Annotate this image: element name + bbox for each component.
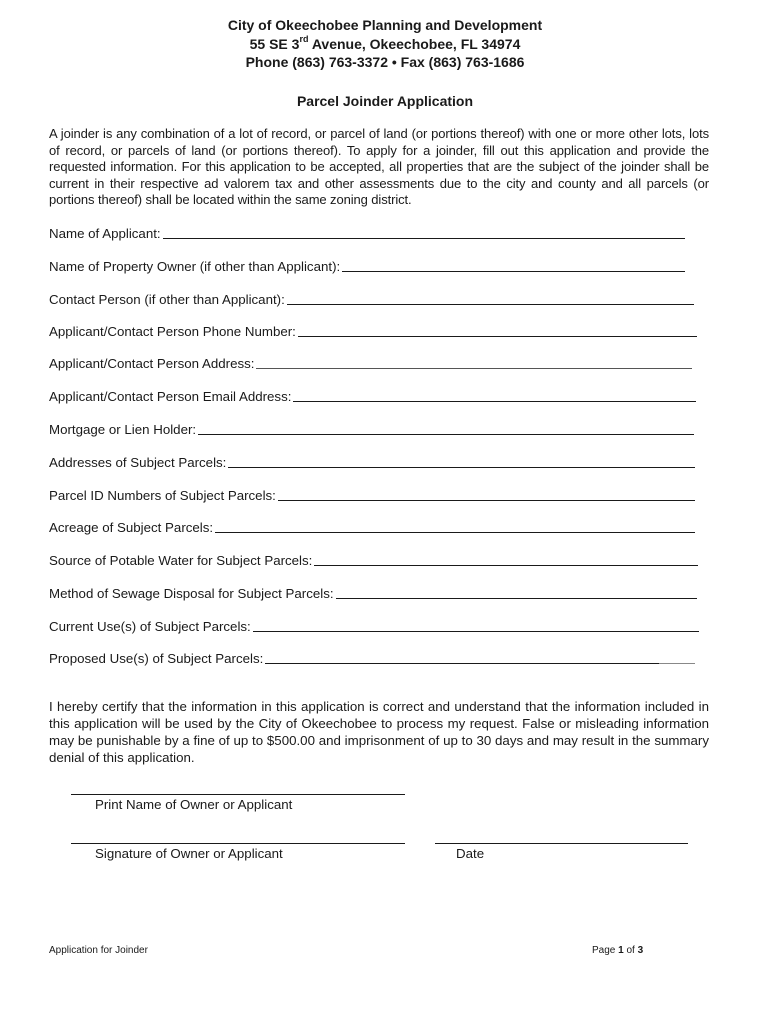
address-number: 55 SE 3 — [249, 35, 300, 52]
applicant-name-input[interactable] — [163, 237, 685, 239]
sewage-disposal-input[interactable] — [336, 597, 697, 599]
address-ordinal-suffix: rd — [299, 33, 309, 44]
field-label: Current Use(s) of Subject Parcels: — [49, 619, 251, 634]
field-label: Name of Applicant: — [49, 226, 161, 241]
signature-label: Signature of Owner or Applicant — [95, 846, 283, 861]
mortgage-holder-input[interactable] — [198, 433, 694, 435]
office-name: City of Okeechobee Planning and Development — [227, 17, 543, 33]
email-input[interactable] — [293, 400, 696, 402]
field-label: Acreage of Subject Parcels: — [49, 520, 214, 535]
page-number — [592, 945, 643, 956]
certification-paragraph: I hereby certify that the information in this application is correct and understand that the information included in this application will be used by the City of Okeechobee to process my request. False or misleading information may be punishable by a fine of up to $500.00 and imprisonment of up to 30 days and may result in the summary denial of this application. — [49, 699, 709, 765]
office-phone-fax: Phone (863) 763-3372 • Fax (863) 763-1686 — [245, 54, 525, 70]
address-rest: Avenue, Okeechobee, FL 34974 — [308, 35, 521, 52]
field-potable-water — [49, 553, 698, 568]
footer-form-name: Application for Joinder — [49, 945, 148, 956]
date-line[interactable] — [435, 843, 688, 844]
print-name-line[interactable] — [71, 794, 405, 795]
property-owner-input[interactable] — [342, 270, 685, 272]
field-proposed-use — [49, 651, 695, 666]
parcel-addresses-input[interactable] — [228, 466, 695, 468]
field-label: Addresses of Subject Parcels: — [49, 455, 227, 470]
field-label: Source of Potable Water for Subject Parcels: — [49, 553, 313, 568]
field-label: Applicant/Contact Person Phone Number: — [49, 324, 296, 339]
field-phone-number — [49, 324, 697, 339]
field-property-owner — [49, 259, 685, 274]
field-email — [49, 389, 696, 404]
field-label: Applicant/Contact Person Email Address: — [49, 389, 292, 404]
field-parcel-ids — [49, 488, 695, 503]
page-prefix: Page — [592, 945, 619, 956]
intro-paragraph: A joinder is any combination of a lot of record, or parcel of land (or portions thereof) with one or more other lots, lots of record, or parcels of land (or portions thereof). To apply for a joinder, fill out this application and provide the requested information. For this application to be accepted, all properties that are the subject of the joinder shall be current in their respective ad valorem tax and other assessments due to the city and county and all parcels (or portions thereof) shall be located within the same zoning district. — [49, 126, 709, 207]
document-title: Parcel Joinder Application — [296, 93, 474, 109]
field-label: Proposed Use(s) of Subject Parcels: — [49, 651, 264, 666]
contact-person-input[interactable] — [287, 303, 694, 305]
current-use-input[interactable] — [253, 630, 699, 632]
office-address — [0, 35, 770, 54]
field-mortgage-holder — [49, 422, 694, 437]
field-label: Contact Person (if other than Applicant): — [49, 292, 285, 307]
field-parcel-addresses — [49, 455, 695, 470]
field-label: Parcel ID Numbers of Subject Parcels: — [49, 488, 276, 503]
acreage-input[interactable] — [215, 531, 695, 533]
field-contact-person — [49, 292, 694, 307]
signature-line[interactable] — [71, 843, 405, 844]
field-applicant-name — [49, 226, 685, 241]
field-label: Name of Property Owner (if other than Applicant): — [49, 259, 341, 274]
field-current-use — [49, 619, 699, 634]
field-label: Mortgage or Lien Holder: — [49, 422, 197, 437]
field-label: Applicant/Contact Person Address: — [49, 356, 255, 371]
field-acreage — [49, 520, 695, 535]
field-address — [49, 356, 692, 371]
page-total: 3 — [637, 945, 644, 956]
parcel-ids-input[interactable] — [278, 499, 695, 501]
phone-number-input[interactable] — [298, 335, 697, 337]
page-separator: of — [623, 945, 638, 956]
field-label: Method of Sewage Disposal for Subject Parcels: — [49, 586, 334, 601]
proposed-use-input-tail[interactable] — [659, 662, 695, 664]
proposed-use-input[interactable] — [265, 662, 659, 664]
date-label: Date — [456, 846, 485, 861]
office-header — [0, 16, 770, 72]
print-name-label: Print Name of Owner or Applicant — [95, 797, 293, 812]
page-current: 1 — [618, 945, 624, 956]
address-input[interactable] — [256, 367, 692, 369]
field-sewage-disposal — [49, 586, 697, 601]
potable-water-input[interactable] — [314, 564, 698, 566]
